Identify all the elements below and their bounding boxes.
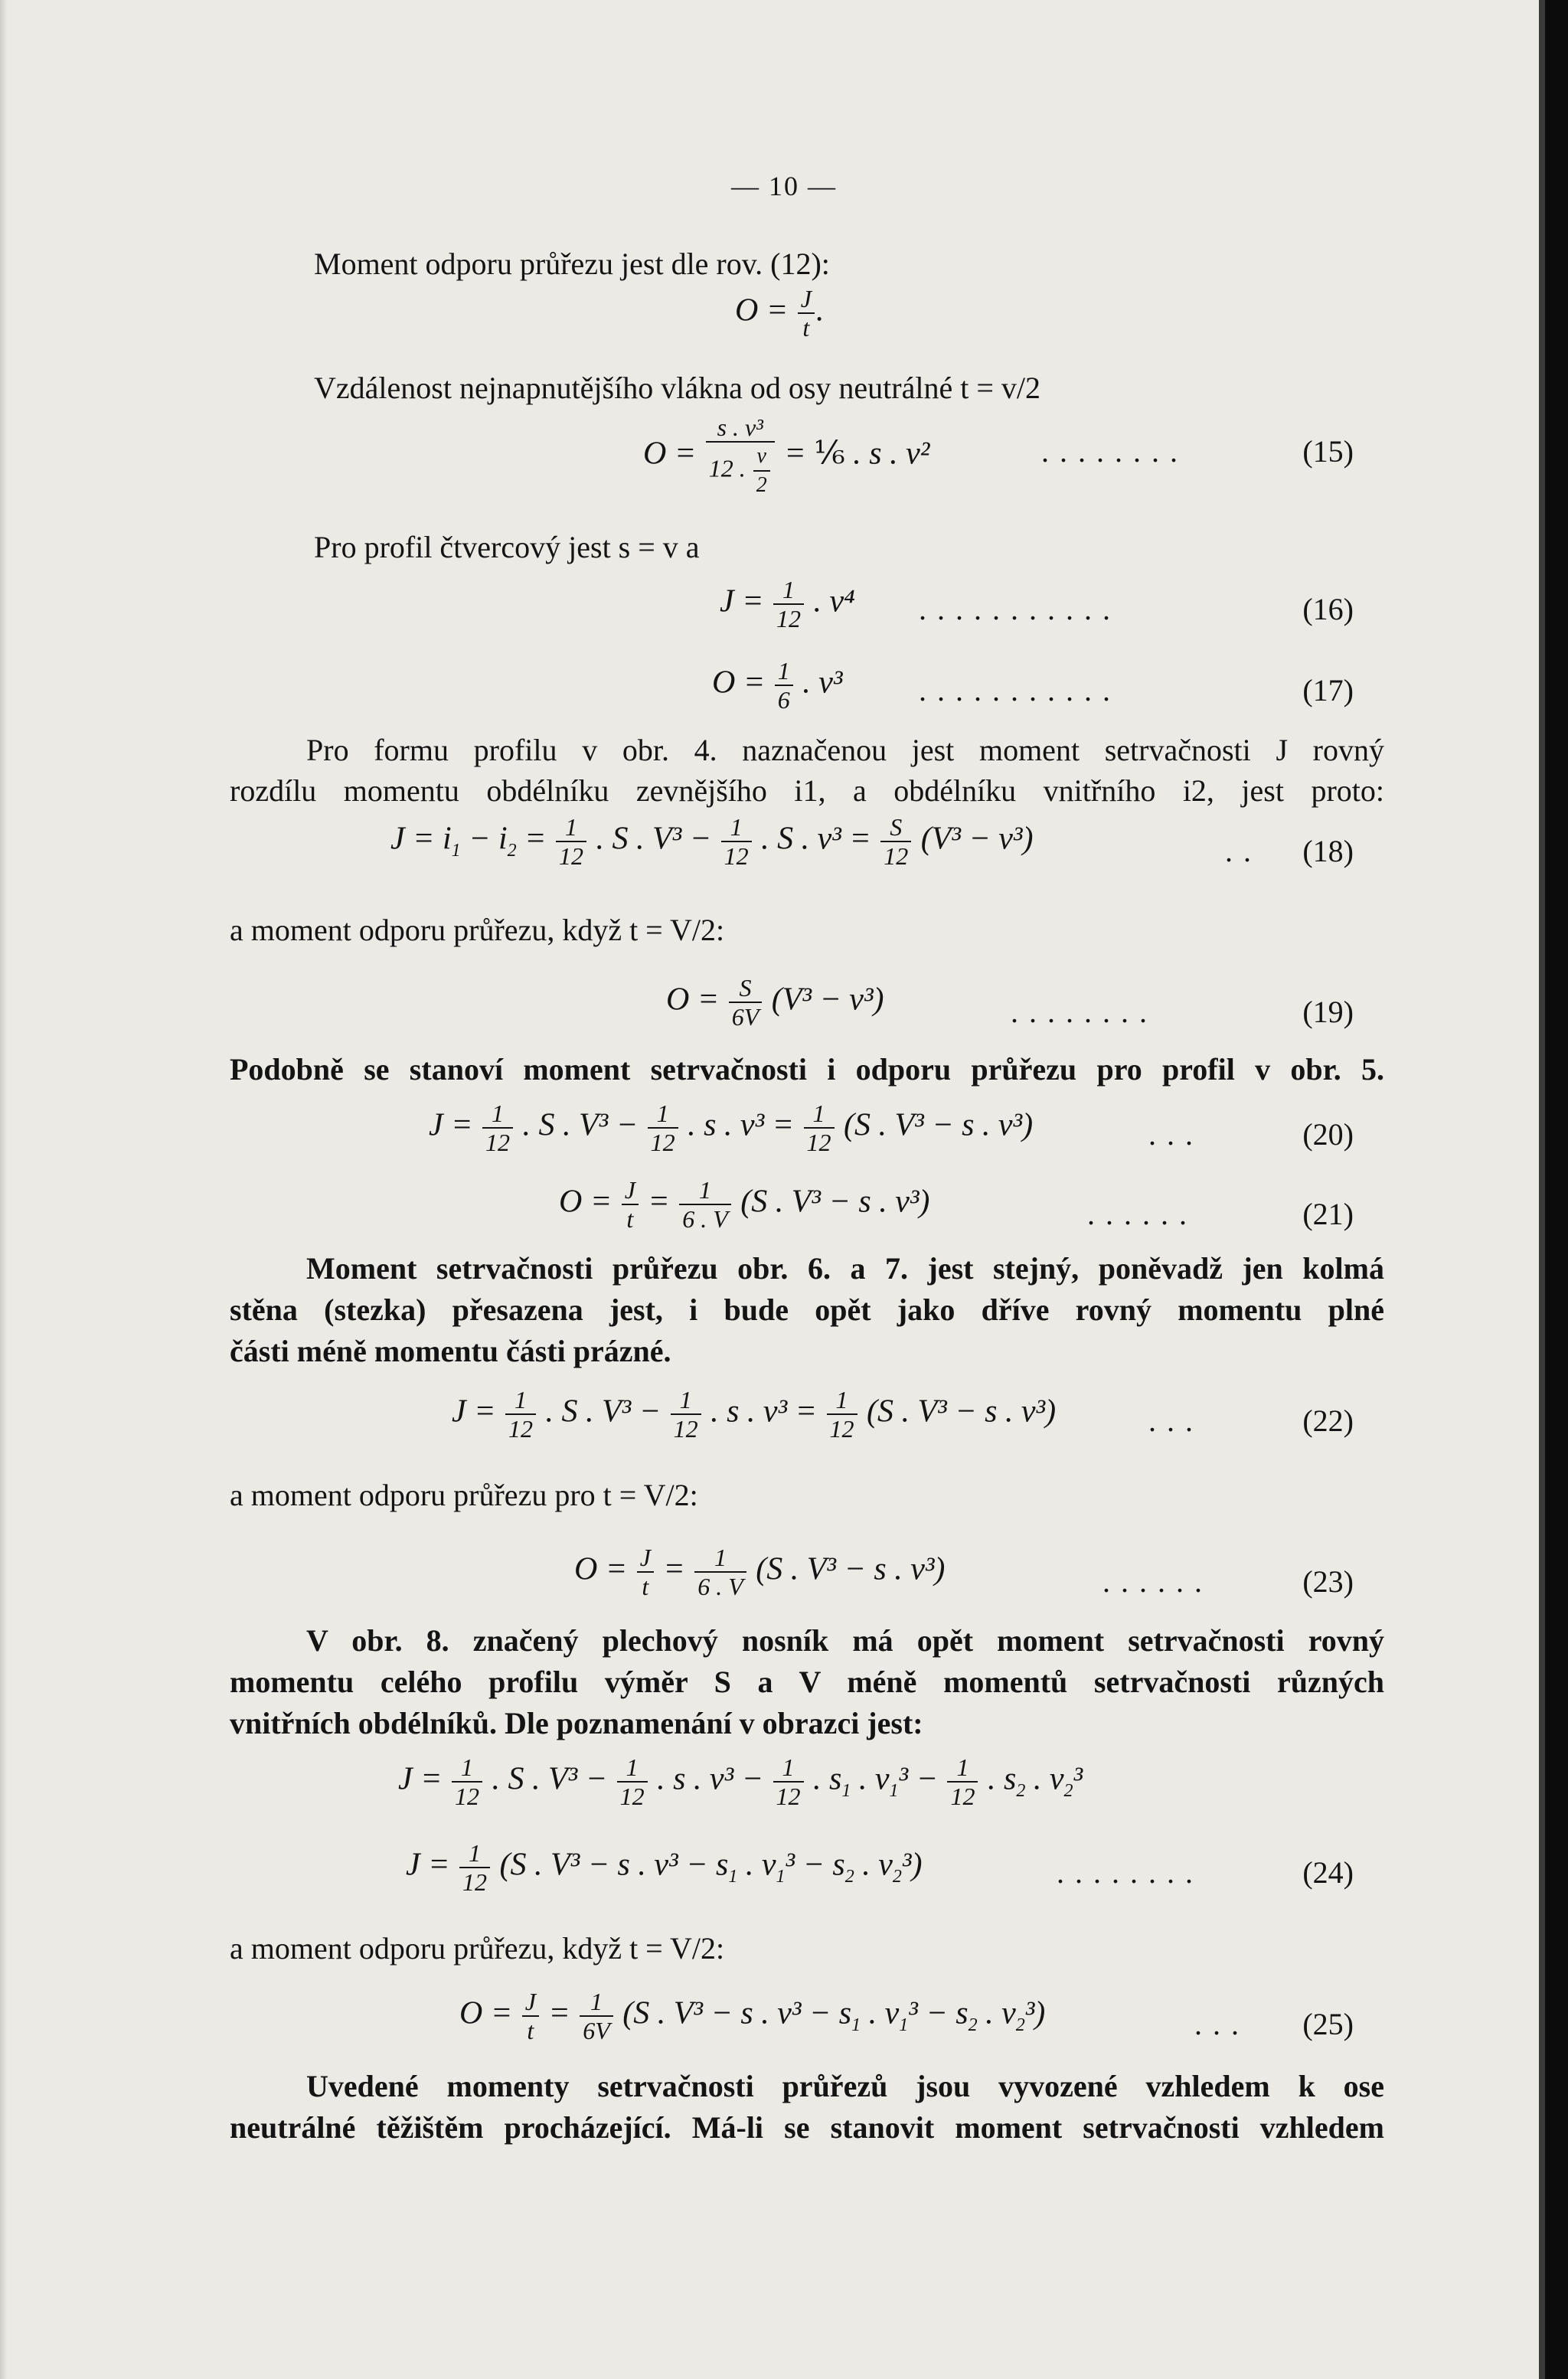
equation-16: J = $\frac{1}{12}$ . v⁴ [720, 576, 855, 632]
equation-number: (15) [1302, 434, 1354, 469]
equation-24a: J = $\frac{1}{12}$ . S . V³ − $\frac{1}{12}$ . s . v³ − $\frac{1}{12}$ . $s_1$ . $v_1^3$ − $\frac{1}{12}$ . $s_2$ . $v_2^3$ [398, 1753, 1083, 1810]
leader-dots: ... [1194, 2007, 1250, 2041]
paragraph-line: vnitřních obdélníků. Dle poznamenání v obrazci jest: [230, 1706, 923, 1740]
paragraph-line: Moment odporu průřezu jest dle rov. (12): [314, 247, 830, 281]
paragraph-line: Podobně se stanoví moment setrvačnosti i odporu průřezu pro profil v obr. 5. [230, 1052, 1384, 1087]
equation-number: (23) [1302, 1564, 1354, 1599]
page-number: — 10 — [731, 171, 837, 201]
paragraph-line: momentu celého profilu výměr S a V méně momentů setrvačnosti různých [230, 1665, 1384, 1699]
leader-dots: ........... [919, 673, 1121, 707]
paragraph-line: a moment odporu průřezu, když t = V/2: [230, 1931, 725, 1966]
paragraph-line: Uvedené momenty setrvačnosti průřezů jsou vyvozené vzhledem k ose [306, 2069, 1384, 2103]
leader-dots: ........ [1011, 995, 1158, 1029]
paragraph-line: Vzdálenost nejnapnutějšího vlákna od osy neutrálné t = v/2 [314, 371, 1041, 405]
paragraph-line: a moment odporu průřezu pro t = V/2: [230, 1478, 698, 1512]
leader-dots: ... [1148, 1117, 1204, 1152]
paragraph-line: a moment odporu průřezu, když t = V/2: [230, 913, 725, 947]
paragraph-line: rozdílu momentu obdélníku zevnějšího i1, a obdélníku vnitřního i2, jest proto: [230, 773, 1384, 808]
paragraph-line: části méně momentu části prázné. [230, 1334, 671, 1368]
equation-number: (25) [1302, 2007, 1354, 2041]
paragraph-line: neutrálné těžištěm procházející. Má-li se stanovit moment setrvačnosti vzhledem [230, 2110, 1384, 2145]
equation-number: (22) [1302, 1404, 1354, 1438]
equation-19: O = $\frac{S}{6V}$ (V³ − v³) [666, 974, 884, 1031]
equation-0: O = $\frac{J}{t}$ . [735, 285, 825, 341]
paragraph-line: V obr. 8. značený plechový nosník má opět moment setrvačnosti rovný [306, 1623, 1384, 1658]
equation-number: (19) [1302, 995, 1354, 1029]
leader-dots: ... [1148, 1404, 1204, 1438]
paragraph-line: Pro profil čtvercový jest s = v a [314, 530, 700, 564]
equation-number: (17) [1302, 673, 1354, 707]
equation-24: J = $\frac{1}{12}$ (S . V³ − s . $v^3 - s_1$ . $v_1^3 - s_2$ . $v_2^3$) [406, 1839, 923, 1896]
paragraph-line: stěna (stezka) přesazena jest, i bude opět jako dříve rovný momentu plné [230, 1292, 1384, 1327]
paragraph-line: Pro formu profilu v obr. 4. naznačenou jest moment setrvačnosti J rovný [306, 733, 1384, 767]
equation-17: O = $\frac{1}{6}$ . v³ [712, 657, 843, 714]
equation-22: J = $\frac{1}{12}$ . S . V³ − $\frac{1}{12}$ . s . v³ = $\frac{1}{12}$ (S . V³ − s . v³) [452, 1386, 1057, 1443]
equation-15: O = s . v³ 12 . $\frac{v}{2}$ = ⅙ . s . v² [643, 413, 930, 497]
equation-20: J = $\frac{1}{12}$ . S . V³ − $\frac{1}{12}$ . s . v³ = $\frac{1}{12}$ (S . V³ − s . v³) [429, 1100, 1034, 1156]
leader-dots: .. [1225, 834, 1262, 868]
leader-dots: ...... [1102, 1564, 1213, 1599]
leader-dots: ........ [1041, 434, 1188, 469]
equation-25: O = $\frac{J}{t}$ = $\frac{1}{6V}$ (S . V³ − s . $v^3 - s_1$ . $v_1^3 - s_2$ . $v_2^3$) [459, 1988, 1046, 2044]
paragraph-line: Moment setrvačnosti průřezu obr. 6. a 7. jest stejný, poněvadž jen kolmá [306, 1251, 1384, 1286]
scan-shadow-left [0, 0, 8, 2379]
equation-21: O = $\frac{J}{t}$ = $\frac{1}{6 . V}$ (S . V³ − s . v³) [559, 1176, 930, 1233]
equation-number: (24) [1302, 1855, 1354, 1890]
equation-number: (18) [1302, 834, 1354, 868]
leader-dots: ........... [919, 592, 1121, 626]
leader-dots: ........ [1057, 1855, 1204, 1890]
equation-number: (16) [1302, 592, 1354, 626]
scan-border-right [1545, 0, 1568, 2379]
equation-18: $J = i_1 - i_2$ = $\frac{1}{12}$ . S . V³ − $\frac{1}{12}$ . S . v³ = $\frac{S}{12}$ (V³ − v³) [390, 813, 1034, 870]
scan-shadow-right [1539, 0, 1545, 2379]
equation-number: (20) [1302, 1117, 1354, 1152]
equation-23: O = $\frac{J}{t}$ = $\frac{1}{6 . V}$ (S . V³ − s . v³) [574, 1544, 946, 1600]
leader-dots: ...... [1087, 1197, 1197, 1231]
equation-number: (21) [1302, 1197, 1354, 1231]
